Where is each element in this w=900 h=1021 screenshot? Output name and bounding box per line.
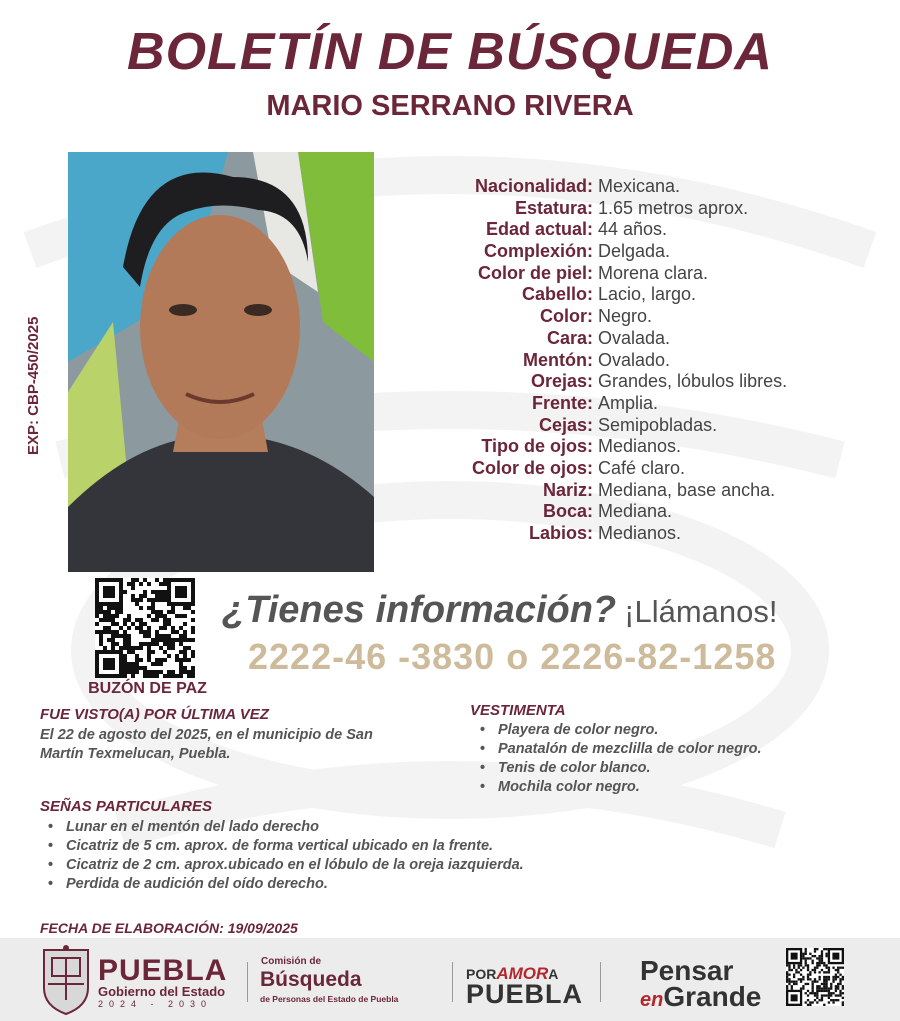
grande-text: Grande xyxy=(663,981,762,1012)
marks-heading: SEÑAS PARTICULARES xyxy=(40,798,212,815)
attribute-row xyxy=(390,263,890,285)
last-seen-line: El 22 de agosto del 2025, en el municipio de San xyxy=(40,727,373,743)
attribute-label: Color de piel: xyxy=(477,262,593,283)
missing-person-name: MARIO SERRANO RIVERA xyxy=(266,90,634,122)
state-coat-of-arms-icon xyxy=(40,944,92,1016)
list-item: • Lunar en el mentón del lado derecho xyxy=(48,818,524,837)
attribute-value: 44 años. xyxy=(598,219,668,240)
por-amor-puebla-text: PUEBLA xyxy=(466,979,584,1009)
question-text: ¿Tienes información? xyxy=(222,589,617,631)
attribute-value: Negro. xyxy=(598,306,653,327)
comision-logo-text: Búsqueda xyxy=(260,968,362,991)
attribute-label: Nacionalidad: xyxy=(474,176,593,196)
elaboration-date: FECHA DE ELABORACIÓN: 19/09/2025 xyxy=(40,920,298,936)
last-seen-heading: FUE VISTO(A) POR ÚLTIMA VEZ xyxy=(40,706,269,723)
attribute-row xyxy=(390,523,890,545)
clothing-heading: VESTIMENTA xyxy=(470,702,566,719)
buzon-qr-code[interactable] xyxy=(95,578,195,678)
attribute-row xyxy=(390,219,890,241)
attribute-value: Delgada. xyxy=(598,241,671,262)
footer-divider xyxy=(600,962,601,1002)
contact-prompt xyxy=(222,589,892,632)
attribute-value: Medianos. xyxy=(598,436,682,457)
administration-years: 2024 - 2030 xyxy=(98,999,213,1009)
pensar-text: Pensar xyxy=(640,955,734,986)
attribute-row xyxy=(390,284,890,306)
attribute-row xyxy=(390,176,890,198)
attribute-label: Frente: xyxy=(531,392,593,413)
attribute-label: Boca: xyxy=(542,501,593,522)
attribute-value: 1.65 metros aprox. xyxy=(598,197,749,218)
attribute-row xyxy=(390,393,890,415)
attribute-value: Morena clara. xyxy=(598,262,709,283)
attribute-label: Nariz: xyxy=(542,479,593,500)
list-item: • Playera de color negro. xyxy=(480,721,762,740)
attribute-row xyxy=(390,371,890,393)
attribute-label: Cabello: xyxy=(521,284,593,305)
last-seen-line: Martín Texmelucan, Puebla. xyxy=(40,746,231,762)
attribute-value: Grandes, lóbulos libres. xyxy=(598,371,788,392)
attribute-label: Cejas: xyxy=(538,414,593,435)
attribute-row xyxy=(390,480,890,502)
attribute-value: Ovalada. xyxy=(598,327,671,348)
attribute-value: Semipobladas. xyxy=(598,414,718,435)
attribute-value: Café claro. xyxy=(598,457,686,478)
expediente-number: EXP: CBP-450/2025 xyxy=(25,316,42,455)
attribute-row xyxy=(390,415,890,437)
attribute-label: Complexión: xyxy=(483,241,593,262)
comision-sub-label: de Personas del Estado de Puebla xyxy=(260,994,399,1004)
attribute-row xyxy=(390,501,890,523)
attribute-label: Cara: xyxy=(546,327,593,348)
attribute-label: Color: xyxy=(540,306,593,327)
attribute-label: Edad actual: xyxy=(485,219,593,240)
footer-qr-code[interactable] xyxy=(786,948,844,1006)
attribute-row xyxy=(390,350,890,372)
footer-divider xyxy=(247,962,248,1002)
last-seen-text xyxy=(40,726,373,764)
amor-text: AMOR xyxy=(496,964,549,983)
pensar-en-grande-logo xyxy=(640,955,762,1013)
comision-top-label: Comisión de xyxy=(261,956,322,967)
list-item: • Cicatriz de 5 cm. aprox. de forma vertical ubicado en la frente. xyxy=(48,837,524,856)
list-item: • Perdida de audición del oído derecho. xyxy=(48,875,524,894)
attribute-label: Color de ojos: xyxy=(472,457,593,478)
list-item: • Cicatriz de 2 cm. aprox.ubicado en el lóbulo de la oreja iazquierda. xyxy=(48,856,524,875)
gobierno-label: Gobierno del Estado xyxy=(98,984,226,999)
attribute-label: Orejas: xyxy=(530,371,593,392)
attribute-row xyxy=(390,306,890,328)
attribute-row xyxy=(390,241,890,263)
physical-description xyxy=(390,176,890,545)
clothing-list xyxy=(480,721,762,797)
call-to-action: ¡Llámanos! xyxy=(624,594,778,629)
puebla-logo-text: PUEBLA xyxy=(98,954,228,987)
attribute-label: Mentón: xyxy=(523,349,593,370)
attribute-row xyxy=(390,198,890,220)
attribute-value: Ovalado. xyxy=(598,349,671,370)
attribute-value: Mediana, base ancha. xyxy=(598,479,776,500)
footer-divider xyxy=(452,962,453,1002)
contact-phones[interactable]: 2222-46 -3830 o 2226-82-1258 xyxy=(248,636,777,677)
list-item: • Panatalón de mezclilla de color negro. xyxy=(480,740,762,759)
missing-person-photo xyxy=(68,152,374,572)
attribute-value: Lacio, largo. xyxy=(598,284,697,305)
attribute-value: Mediana. xyxy=(598,501,673,522)
attribute-value: Mexicana. xyxy=(598,176,681,196)
attribute-label: Estatura: xyxy=(514,197,593,218)
por-text: POR xyxy=(466,966,497,982)
a-text: A xyxy=(548,966,559,982)
attribute-label: Labios: xyxy=(528,523,593,543)
bulletin-title: BOLETÍN DE BÚSQUEDA xyxy=(127,23,773,81)
buzon-de-paz-label: BUZÓN DE PAZ xyxy=(88,680,207,697)
attribute-value: Medianos. xyxy=(598,523,682,543)
attribute-row xyxy=(390,436,890,458)
en-text: en xyxy=(640,989,664,1011)
list-item: • Tenis de color blanco. xyxy=(480,759,762,778)
marks-list xyxy=(48,818,524,894)
attribute-row xyxy=(390,458,890,480)
attribute-row xyxy=(390,328,890,350)
attribute-value: Amplia. xyxy=(598,392,659,413)
list-item: • Mochila color negro. xyxy=(480,778,762,797)
attribute-label: Tipo de ojos: xyxy=(481,436,593,457)
